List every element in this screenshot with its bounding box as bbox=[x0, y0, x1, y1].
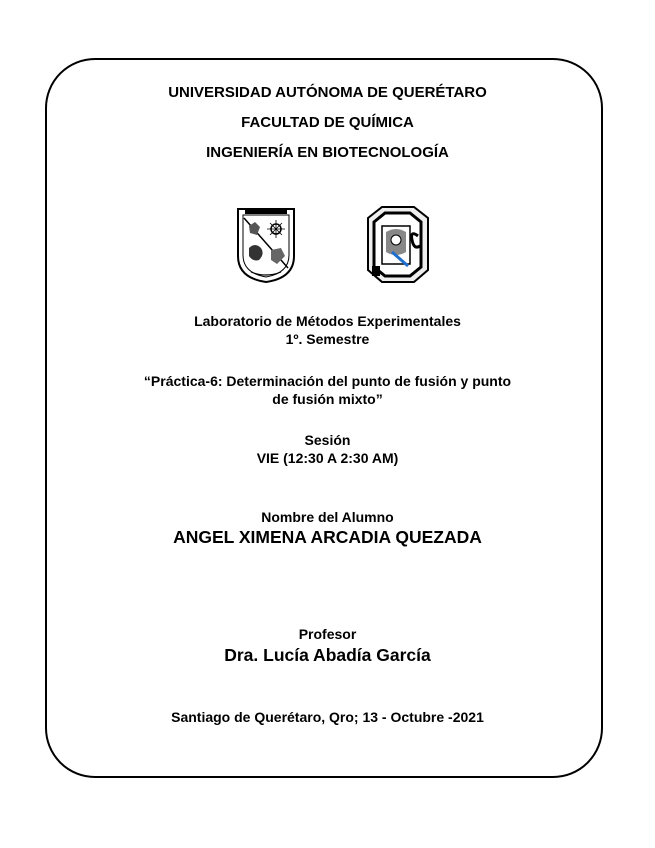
professor-name: Dra. Lucía Abadía García bbox=[224, 645, 431, 665]
faculty-name: FACULTAD DE QUÍMICA bbox=[241, 114, 414, 131]
university-seal-icon bbox=[235, 206, 297, 284]
session-label: Sesión bbox=[304, 432, 351, 448]
cover-frame bbox=[45, 58, 603, 778]
place-date: Santiago de Querétaro, Qro; 13 - Octubre -2021 bbox=[171, 709, 484, 725]
student-label: Nombre del Alumno bbox=[261, 509, 394, 525]
course-name: Laboratorio de Métodos Experimentales bbox=[194, 313, 461, 329]
faculty-emblem-icon bbox=[362, 204, 432, 286]
session-value: VIE (12:30 A 2:30 AM) bbox=[256, 450, 399, 466]
practice-title-line1: “Práctica-6: Determinación del punto de fusión y punto bbox=[143, 373, 512, 389]
professor-label: Profesor bbox=[298, 626, 357, 642]
university-name: UNIVERSIDAD AUTÓNOMA DE QUERÉTARO bbox=[168, 84, 487, 101]
semester: 1º. Semestre bbox=[285, 331, 370, 347]
practice-title-line2: de fusión mixto” bbox=[272, 391, 383, 407]
student-name: ANGEL XIMENA ARCADIA QUEZADA bbox=[173, 527, 482, 547]
program-name: INGENIERÍA EN BIOTECNOLOGÍA bbox=[206, 144, 449, 161]
